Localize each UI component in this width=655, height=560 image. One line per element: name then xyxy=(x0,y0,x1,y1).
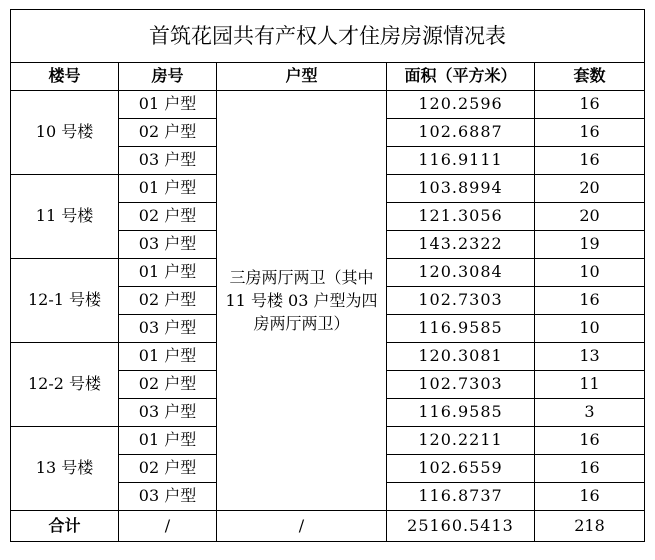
units-cell: 11 xyxy=(535,371,645,399)
total-row xyxy=(11,511,645,542)
housing-table-container xyxy=(10,9,644,542)
units-cell: 16 xyxy=(535,91,645,119)
room-cell: 01 户型 xyxy=(119,91,217,119)
room-cell: 02 户型 xyxy=(119,287,217,315)
units-cell: 10 xyxy=(535,259,645,287)
room-cell: 02 户型 xyxy=(119,119,217,147)
room-cell: 03 户型 xyxy=(119,231,217,259)
area-cell: 116.9585 xyxy=(387,399,535,427)
area-cell: 120.2211 xyxy=(387,427,535,455)
room-cell: 03 户型 xyxy=(119,147,217,175)
area-cell: 103.8994 xyxy=(387,175,535,203)
units-cell: 3 xyxy=(535,399,645,427)
header-units: 套数 xyxy=(535,63,645,91)
area-cell: 116.9585 xyxy=(387,315,535,343)
units-cell: 20 xyxy=(535,175,645,203)
room-cell: 02 户型 xyxy=(119,371,217,399)
units-cell: 16 xyxy=(535,147,645,175)
area-cell: 102.6559 xyxy=(387,455,535,483)
units-cell: 16 xyxy=(535,455,645,483)
building-cell: 10 号楼 xyxy=(11,91,119,175)
area-cell: 102.7303 xyxy=(387,287,535,315)
area-cell: 102.6887 xyxy=(387,119,535,147)
room-cell: 01 户型 xyxy=(119,343,217,371)
units-cell: 16 xyxy=(535,287,645,315)
units-cell: 16 xyxy=(535,427,645,455)
room-cell: 02 户型 xyxy=(119,455,217,483)
header-row xyxy=(11,63,645,91)
area-cell: 116.9111 xyxy=(387,147,535,175)
table-title: 首筑花园共有产权人才住房房源情况表 xyxy=(11,10,645,63)
area-cell: 121.3056 xyxy=(387,203,535,231)
layout-cell: 三房两厅两卫（其中 11 号楼 03 户型为四房两厅两卫） xyxy=(217,91,387,511)
area-cell: 120.3084 xyxy=(387,259,535,287)
units-cell: 13 xyxy=(535,343,645,371)
units-cell: 19 xyxy=(535,231,645,259)
total-label: 合计 xyxy=(11,511,119,542)
room-cell: 01 户型 xyxy=(119,427,217,455)
area-cell: 116.8737 xyxy=(387,483,535,511)
room-cell: 03 户型 xyxy=(119,399,217,427)
total-units: 218 xyxy=(535,511,645,542)
total-area: 25160.5413 xyxy=(387,511,535,542)
header-building: 楼号 xyxy=(11,63,119,91)
room-cell: 02 户型 xyxy=(119,203,217,231)
total-room: / xyxy=(119,511,217,542)
units-cell: 10 xyxy=(535,315,645,343)
units-cell: 16 xyxy=(535,119,645,147)
header-room: 房号 xyxy=(119,63,217,91)
units-cell: 16 xyxy=(535,483,645,511)
building-cell: 12-2 号楼 xyxy=(11,343,119,427)
area-cell: 120.3081 xyxy=(387,343,535,371)
room-cell: 03 户型 xyxy=(119,315,217,343)
room-cell: 01 户型 xyxy=(119,259,217,287)
room-cell: 03 户型 xyxy=(119,483,217,511)
area-cell: 143.2322 xyxy=(387,231,535,259)
header-layout: 户型 xyxy=(217,63,387,91)
room-cell: 01 户型 xyxy=(119,175,217,203)
building-cell: 12-1 号楼 xyxy=(11,259,119,343)
table-row xyxy=(11,91,645,119)
housing-table xyxy=(10,9,645,542)
units-cell: 20 xyxy=(535,203,645,231)
building-cell: 13 号楼 xyxy=(11,427,119,511)
area-cell: 120.2596 xyxy=(387,91,535,119)
area-cell: 102.7303 xyxy=(387,371,535,399)
total-layout: / xyxy=(217,511,387,542)
header-area: 面积（平方米） xyxy=(387,63,535,91)
building-cell: 11 号楼 xyxy=(11,175,119,259)
